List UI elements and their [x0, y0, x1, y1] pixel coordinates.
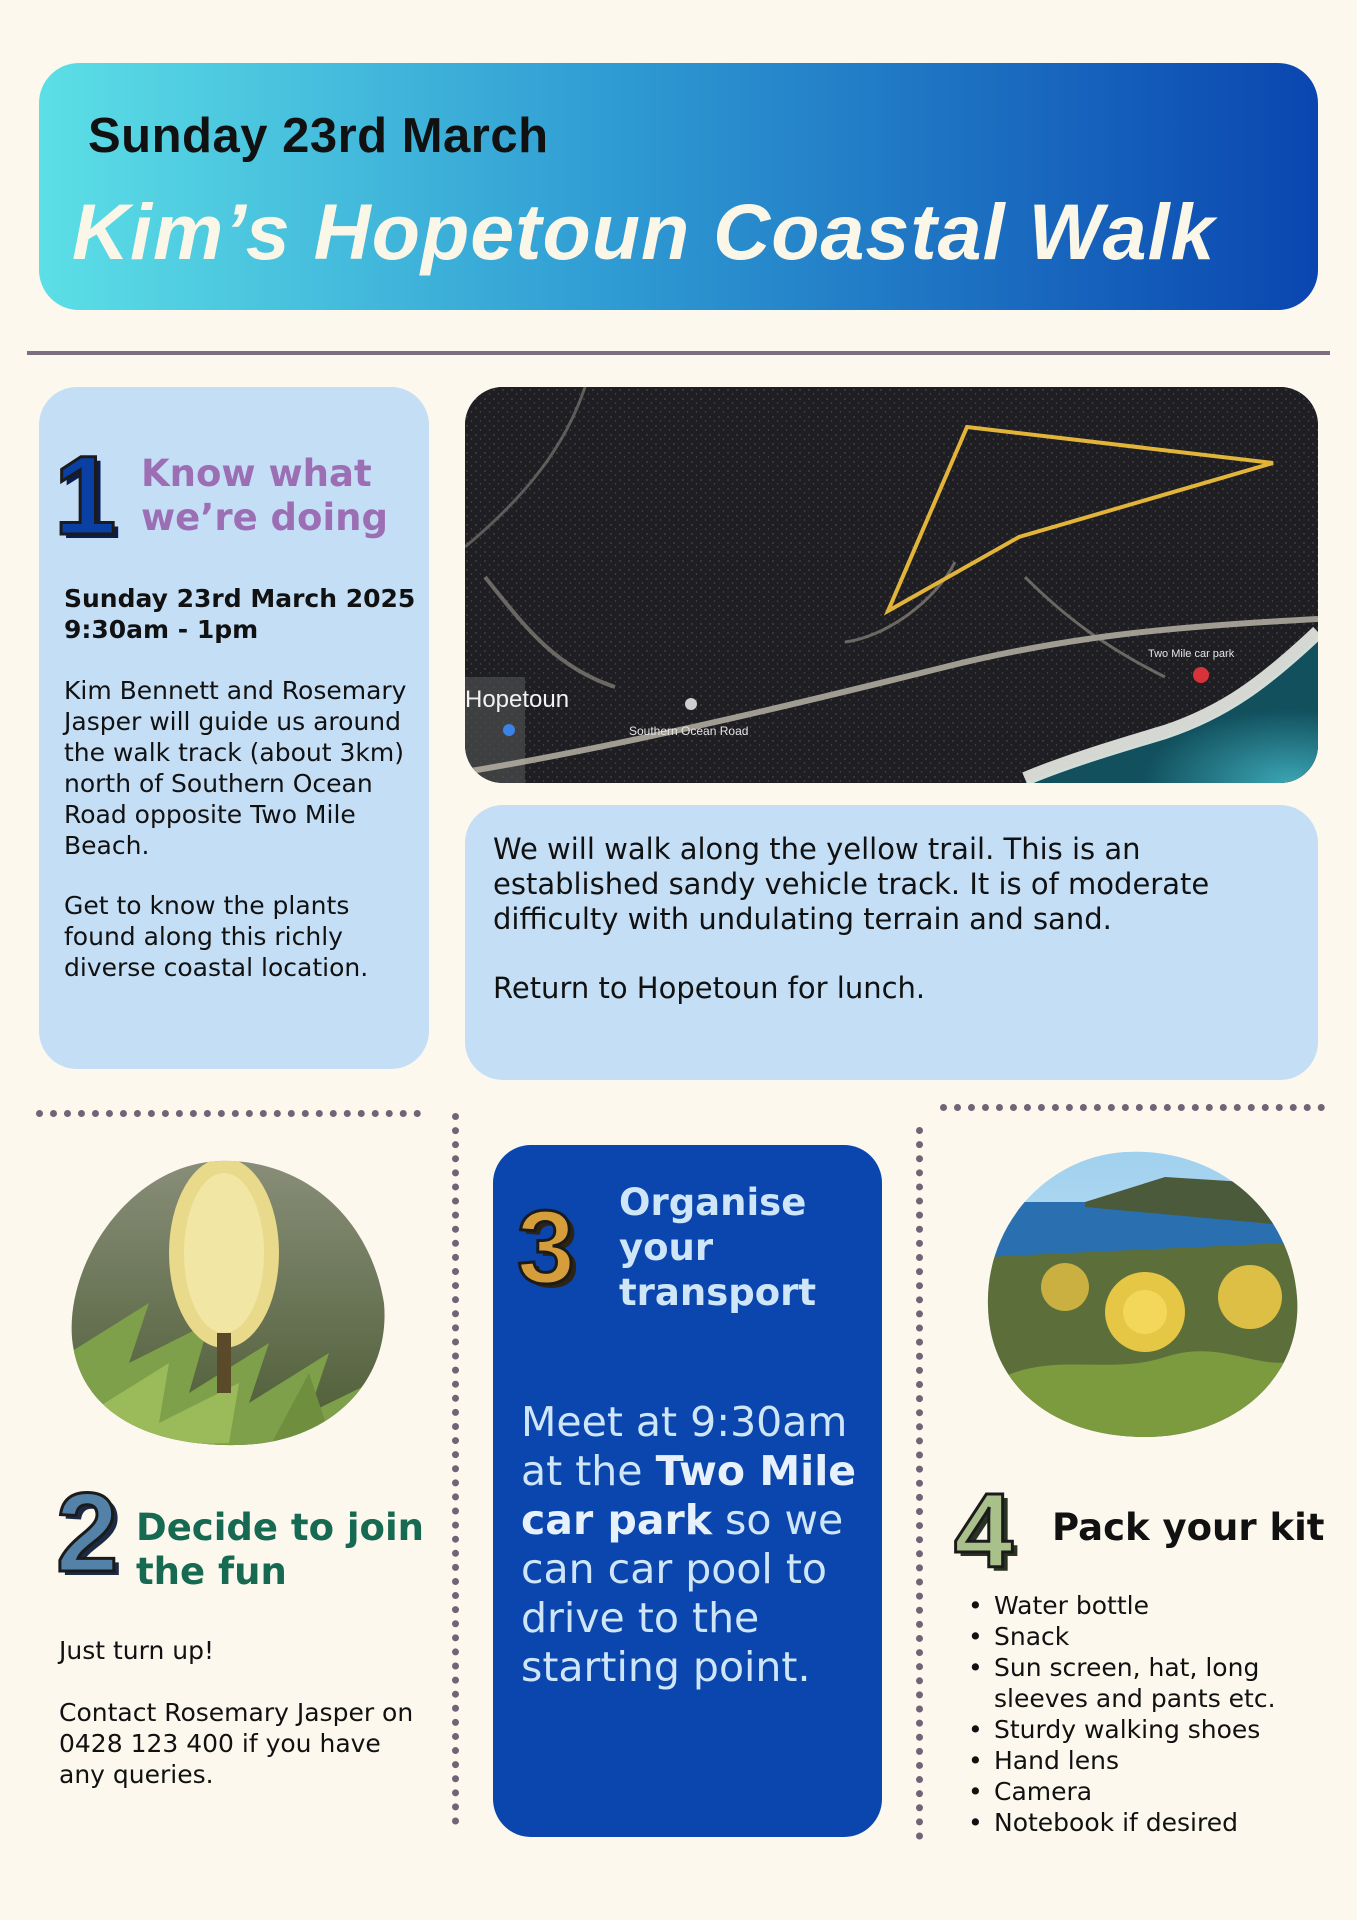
trail-description: We will walk along the yellow trail. This is an established sandy vehicle track. It is of moderate difficulty with undulating terrain and sand.	[493, 832, 1210, 936]
list-item: • Camera	[968, 1776, 1298, 1807]
divider	[27, 351, 1330, 355]
step4-number: 4	[954, 1472, 1013, 1590]
satellite-map-image	[465, 387, 1318, 783]
trail-map	[465, 387, 1318, 783]
page-title: Kim’s Hopetoun Coastal Walk	[72, 187, 1216, 276]
step2-title: Decide to join the fun	[136, 1506, 424, 1593]
coastal-flowers-photo	[985, 1147, 1305, 1441]
step3-title: Organise your transport	[619, 1181, 817, 1314]
list-item: • Sturdy walking shoes	[968, 1714, 1298, 1745]
step3-description	[521, 1398, 861, 1692]
list-item: • Snack	[968, 1621, 1298, 1652]
trail-return-note: Return to Hopetoun for lunch.	[493, 971, 926, 1005]
step4-title: Pack your kit	[1052, 1506, 1325, 1549]
list-item: • Hand lens	[968, 1745, 1298, 1776]
banksia-photo	[69, 1153, 391, 1448]
dotted-divider	[916, 1127, 923, 1840]
step3-number: 3	[517, 1190, 575, 1306]
step3-meeting-place: Two Mile car park	[521, 1447, 857, 1544]
event-date: Sunday 23rd March	[88, 109, 549, 163]
map-road-label: Southern Ocean Road	[629, 724, 749, 738]
step1-datetime: Sunday 23rd March 2025 9:30am - 1pm	[64, 584, 416, 644]
list-item: • Notebook if desired	[968, 1807, 1298, 1838]
step1-title: Know what we’re doing	[141, 452, 388, 539]
step3-text-a: Meet at 9:30am at the	[521, 1398, 848, 1495]
step2-text: Just turn up!	[59, 1636, 215, 1665]
step2-contact: Contact Rosemary Jasper on 0428 123 400 if you have any queries.	[59, 1698, 414, 1789]
step1-description: Kim Bennett and Rosemary Jasper will guide us around the walk track (about 3km) north of Southern Ocean Road opposite Two Mile Beach.	[64, 676, 407, 860]
dotted-divider	[452, 1113, 459, 1825]
list-item: • Sun screen, hat, long sleeves and pants etc.	[968, 1652, 1298, 1714]
map-car-park-label: Two Mile car park	[1148, 648, 1235, 660]
list-item: • Water bottle	[968, 1590, 1298, 1621]
dotted-divider	[940, 1104, 1325, 1111]
kit-list	[968, 1590, 1298, 1838]
step1-number: 1	[54, 433, 117, 558]
step2-number: 2	[56, 1470, 119, 1595]
step3-text-b: so we can car pool to drive to the starting point.	[521, 1496, 844, 1691]
dotted-divider	[36, 1110, 421, 1117]
step1-description-2: Get to know the plants found along this richly diverse coastal location.	[64, 891, 369, 982]
map-place-label: Hopetoun	[465, 686, 570, 713]
